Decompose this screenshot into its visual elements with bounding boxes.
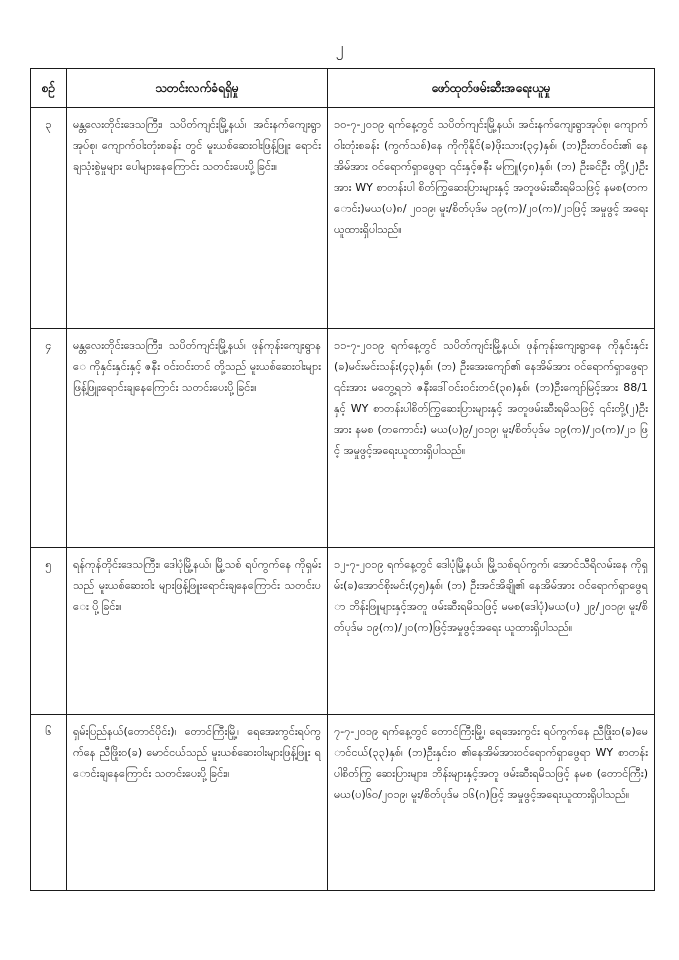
table-row xyxy=(31,329,655,548)
row-number: ၅ xyxy=(31,548,67,715)
header-action: ဖော်ထုတ်ဖမ်းဆီးအရေးယူမှု xyxy=(328,69,655,108)
table-row xyxy=(31,715,655,891)
table-row xyxy=(31,108,655,329)
row-number: ၆ xyxy=(31,715,67,891)
action-taken-cell: ၁၀-၇-၂၀၁၉ ရက်နေ့တွင် သပိတ်ကျင်းမြို့နယ်၊ အင်းနက်ကျေးရွာအုပ်စု၊ ကျောက်ဝါးတုံးစခန်း (ကွက်သစ်)နေ ကိုကိုနိုင်(ခ)ဖိုးသား(၃၄)နှစ်၊ (ဘ)ဦးတင်ဝင်း၏ နေအိမ်အား ဝင်ရောက်ရှာဖွေရာ ၎င်းနှင့်ဇနီး မကြူ(၄၈)နှစ်၊ (ဘ) ဦးခင်ဦး တို့(၂)ဦးအား WY စာတန်းပါ စိတ်ကြွဆေးပြားများနှင့် အတူဖမ်းဆီးရမိသဖြင့် နမစ(တကောင်း)မယ(ပ)၈/ ၂၀၁၉၊ မူး/စိတ်ပုဒ်မ ၁၉(က)/၂၀(က)/၂၁ဖြင့် အမှုဖွင့် အရေးယူထားရှိပါသည်။ xyxy=(328,108,655,329)
action-taken-cell: ၇-၇-၂၀၁၉ ရက်နေ့တွင် တောင်ကြီးမြို့၊ ရေအေးကွင်း ရပ်ကွက်နေ ညီဖြိုး၀(ခ)မောင်ငယ်(၃၃)နှစ်၊ (ဘ)ဦးနှင်း၀ ၏နေအိမ်အားဝင်ရောက်ရှာဖွေရာ WY စာတန်းပါစိတ်ကြွ ဆေးပြားများ၊ ဘိန်းများနှင့်အတူ ဖမ်းဆီးရမိသဖြင့် နမစ (တောင်ကြီး)မယ(ပ)၆၀/၂၀၁၉၊ မူး/စိတ်ပုဒ်မ ၁၆(ဂ)ဖြင့် အမှုဖွင့်အရေးယူထားရှိပါသည်။ xyxy=(328,715,655,891)
row-number: ၄ xyxy=(31,329,67,548)
header-number: စဉ် xyxy=(31,69,67,108)
header-news: သတင်းလက်ခံရရှိမှု xyxy=(67,69,328,108)
page-number: ၂ xyxy=(335,38,344,57)
news-received-cell: မန္တလေးတိုင်းဒေသကြီး၊ သပိတ်ကျင်းမြို့နယ်၊ အင်းနက်ကျေးရွာအုပ်စု၊ ကျောက်ဝါးတုံးစခန်း တွင် မူးယစ်ဆေးဝါးဖြန့်ဖြူး ရောင်းချသုံးစွဲမှုများ ပေါများနေကြောင်း သတင်းပေးပို့ခြင်း။ xyxy=(67,108,328,329)
row-number: ၃ xyxy=(31,108,67,329)
action-taken-cell: ၁၂-၇-၂၀၁၉ ရက်နေ့တွင် ဒေါပုံမြို့နယ်၊ မြို့သစ်ရပ်ကွက်၊ အောင်သီရိလမ်းနေ ကိုရှမ်း(ခ)အောင်စိုးမင်း(၄၅)နှစ်၊ (ဘ) ဦးအင်အိချို၏ နေအိမ်အား ဝင်ရောက်ရှာဖွေရာ ဘိန်းဖြူများနှင့်အတူ ဖမ်းဆီးရမိသဖြင့် မမစ(ဒေါပုံ)မယ(ပ) ၂၉/၂၀၁၉၊ မူး/စိတ်ပုဒ်မ ၁၉(က)/၂၀(က)ဖြင့်အမှုဖွင့်အရေး ယူထားရှိပါသည်။ xyxy=(328,548,655,715)
action-taken-cell: ၁၁-၇-၂၀၁၉ ရက်နေ့တွင် သပိတ်ကျင်းမြို့နယ်၊ ဖုန်ကုန်းကျေးရွာနေ ကိုနှင်းနှင်း(ခ)မင်းမင်းသန်း(၄၃)နှစ်၊ (ဘ) ဦးအေးကျော်၏ နေအိမ်အား ဝင်ရောက်ရှာဖွေရာ၎င်းအား မတွေ့ရဘဲ ဇနီးဒေါ်ဝင်းဝင်းတင်(၃၈)နှစ်၊ (ဘ)ဦးကျော်မြင့်အား 88/1 နှင့် WY စာတန်းပါစိတ်ကြွဆေးပြားများနှင့် အတူဖမ်းဆီးရမိသဖြင့် ၎င်းတို့(၂)ဦးအား နမစ (တကောင်း) မယ(ပ)၉/၂၀၁၉၊ မူး/စိတ်ပုဒ်မ ၁၉(က)/၂၀(က)/၂၁ ဖြင့် အမှုဖွင့်အရေးယူထားရှိပါသည်။ xyxy=(328,329,655,548)
action-report-table xyxy=(30,68,655,891)
news-received-cell: ရှမ်းပြည်နယ်(တောင်ပိုင်း)၊ တောင်ကြီးမြို့၊ ရေအေးကွင်းရပ်ကွက်နေ ညီဖြိုး၀(ခ) မောင်ငယ်သည် မူးယစ်ဆေးဝါးများဖြန့်ဖြူး ရောင်းချနေကြောင်း သတင်းပေးပို့ခြင်း။ xyxy=(67,715,328,891)
news-received-cell: ရန်ကုန်တိုင်းဒေသကြီး၊ ဒေါပုံမြို့နယ်၊ မြို့သစ် ရပ်ကွက်နေ ကိုရှမ်းသည် မူးယစ်ဆေးဝါး များဖြန့်ဖြူးရောင်းချနေကြောင်း သတင်းပေး ပို့ခြင်း။ xyxy=(67,548,328,715)
table-row xyxy=(31,548,655,715)
table-header-row xyxy=(31,69,655,108)
news-received-cell: မန္တလေးတိုင်းဒေသကြီး၊ သပိတ်ကျင်းမြို့နယ်၊ ဖုန်ကုန်းကျေးရွာနေ ကိုနှင်းနှင်းနှင့် ဇနီး ဝင်းဝင်းတင် တို့သည် မူးယစ်ဆေးဝါးများ ဖြန့်ဖြူးရောင်းချနေကြောင်း သတင်းပေးပို့ခြင်း။ xyxy=(67,329,328,548)
